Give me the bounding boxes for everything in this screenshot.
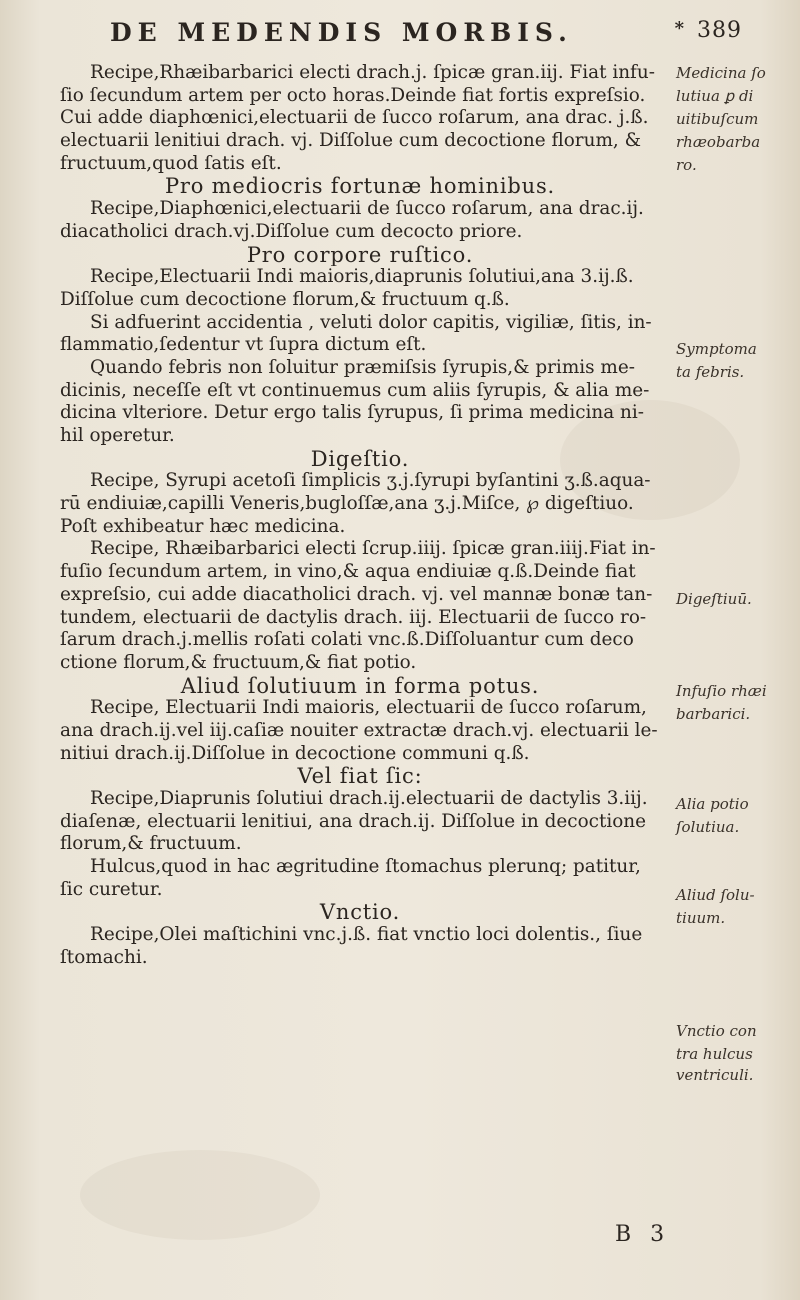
text-line: Diſſolue cum decoctione florum,& fructuum q.ß. xyxy=(60,288,510,310)
section-heading: Pro mediocris fortunæ hominibus. xyxy=(164,175,555,199)
margin-note: ſolutiua. xyxy=(676,818,740,836)
paper-stain xyxy=(80,1150,320,1240)
margin-note: barbarici. xyxy=(676,705,751,723)
margin-note: Infuſio rhæi xyxy=(676,682,767,700)
header-title: DE MEDENDIS MORBIS. xyxy=(110,18,573,47)
text-line: Hulcus,quod in hac ægritudine ſtomachus plerunq; patitur, xyxy=(90,856,641,878)
running-header xyxy=(110,18,750,47)
margin-note: Aliud ſolu- xyxy=(676,886,755,904)
text-line: electuarii lenitiui drach. vj. Diſſolue cum decoctione florum, & xyxy=(60,130,641,152)
margin-note: tra hulcus xyxy=(676,1045,753,1063)
section-heading: Digeſtio. xyxy=(310,447,410,471)
text-line: diaſenæ, electuarii lenitiui, ana drach.ij. Diſſolue in decoctione xyxy=(60,810,647,832)
margin-note: Alia potio xyxy=(676,795,749,813)
text-line: Recipe, Syrupi acetoſi ſimplicis ʒ.j.ſyrupi byſantini ʒ.ß.aqua- xyxy=(90,470,651,492)
text-line: Recipe,Rhæibarbarici electi drach.j. ſpicæ gran.iij. Fiat infu- xyxy=(90,62,655,83)
text-line: ſio ſecundum artem per octo horas.Deinde fiat fortis expreſsio. xyxy=(60,84,646,106)
margin-note: Digeſtiuū. xyxy=(676,590,752,608)
main-text-column xyxy=(60,62,660,970)
section-heading: Aliud ſolutiuum in forma potus. xyxy=(180,674,540,698)
signature-mark: B 3 xyxy=(615,1222,671,1247)
margin-note: Medicina ſo xyxy=(676,64,766,82)
margin-note: ta febris. xyxy=(676,363,745,381)
text-line: ctione florum,& fructuum,& fiat potio. xyxy=(60,651,417,673)
text-line: nitiui drach.ij.Diſſolue in decoctione communi q.ß. xyxy=(60,742,530,764)
text-line: Quando febris non ſoluitur præmiſsis ſyrupis,& primis me- xyxy=(90,356,635,378)
margin-note: rhæobarba xyxy=(676,133,761,151)
section-heading: Vel fiat ſic: xyxy=(297,765,423,788)
text-line: fuſio ſecundum artem, in vino,& aqua endiuiæ q.ß.Deinde fiat xyxy=(60,561,636,583)
text-line: flammatio,ſedentur vt ſupra dictum eſt. xyxy=(60,334,427,356)
text-line: diacatholici drach.vj.Diſſolue cum decocto priore. xyxy=(60,220,523,242)
text-line: ana drach.ij.vel iij.caſiæ nouiter extractæ drach.vj. electuarii le- xyxy=(60,719,658,741)
text-line: Recipe,Diaprunis ſolutiui drach.ij.electuarii de dactylis 3.iij. xyxy=(90,788,648,809)
section-heading: Pro corpore ruſtico. xyxy=(246,243,474,267)
text-line: ſtomachi. xyxy=(60,946,148,968)
text-line: Recipe,Diaphœnici,electuarii de ſucco roſarum, ana drac.ij. xyxy=(90,198,644,220)
text-line: rū endiuiæ,capilli Veneris,bugloſſæ,ana ʒ.j.Miſce, ℘ digeſtiuo. xyxy=(60,493,634,515)
text-line: Recipe, Rhæibarbarici electi ſcrup.iiij. ſpicæ gran.iiij.Fiat in- xyxy=(90,538,656,560)
text-line: tundem, electuarii de dactylis drach. iij. Electuarii de ſucco ro- xyxy=(60,606,647,628)
text-line: Recipe,Electuarii Indi maioris,diaprunis ſolutiui,ana 3.ij.ß. xyxy=(90,266,634,288)
text-line: dicinis, neceſſe eſt vt continuemus cum aliis ſyrupis, & alia me- xyxy=(60,379,650,401)
margin-note: ro. xyxy=(676,156,697,174)
text-line: Si adfuerint accidentia , veluti dolor capitis, vigiliæ, ſitis, in- xyxy=(90,311,652,333)
text-line: hil operetur. xyxy=(60,425,175,446)
margin-note: uitibuſcum xyxy=(676,110,759,128)
text-line: ſic curetur. xyxy=(60,878,163,900)
text-line: fructuum,quod ſatis eſt. xyxy=(60,152,282,174)
text-line: Recipe,Olei maſtichini vnc.j.ß. fiat vnctio loci dolentis., ſiue xyxy=(90,924,643,946)
text-line: florum,& fructuum. xyxy=(60,833,242,855)
margin-note: ventriculi. xyxy=(676,1066,754,1084)
text-line: expreſsio, cui adde diacatholici drach. vj. vel mannæ bonæ tan- xyxy=(60,583,653,605)
page-number: 389 xyxy=(697,18,742,43)
header-mark: * xyxy=(674,18,684,39)
text-line: ſarum drach.j.mellis roſati colati vnc.ß.Diſſoluantur cum deco xyxy=(60,629,634,651)
section-heading: Vnctio. xyxy=(319,901,401,925)
text-line: Cui adde diaphœnici,electuarii de ſucco roſarum, ana drac. j.ß. xyxy=(60,107,649,129)
text-line: Poſt exhibeatur hæc medicina. xyxy=(60,515,346,537)
text-line: Recipe, Electuarii Indi maioris, electuarii de ſucco roſarum, xyxy=(90,697,647,719)
margin-note: lutiua ꝑ di xyxy=(676,87,754,105)
text-line: dicina vlteriore. Detur ergo talis ſyrupus, ſi prima medicina ni- xyxy=(60,402,644,424)
margin-note: Vnctio con xyxy=(676,1022,757,1040)
margin-note: Symptoma xyxy=(676,340,757,358)
margin-note: tiuum. xyxy=(676,909,726,927)
